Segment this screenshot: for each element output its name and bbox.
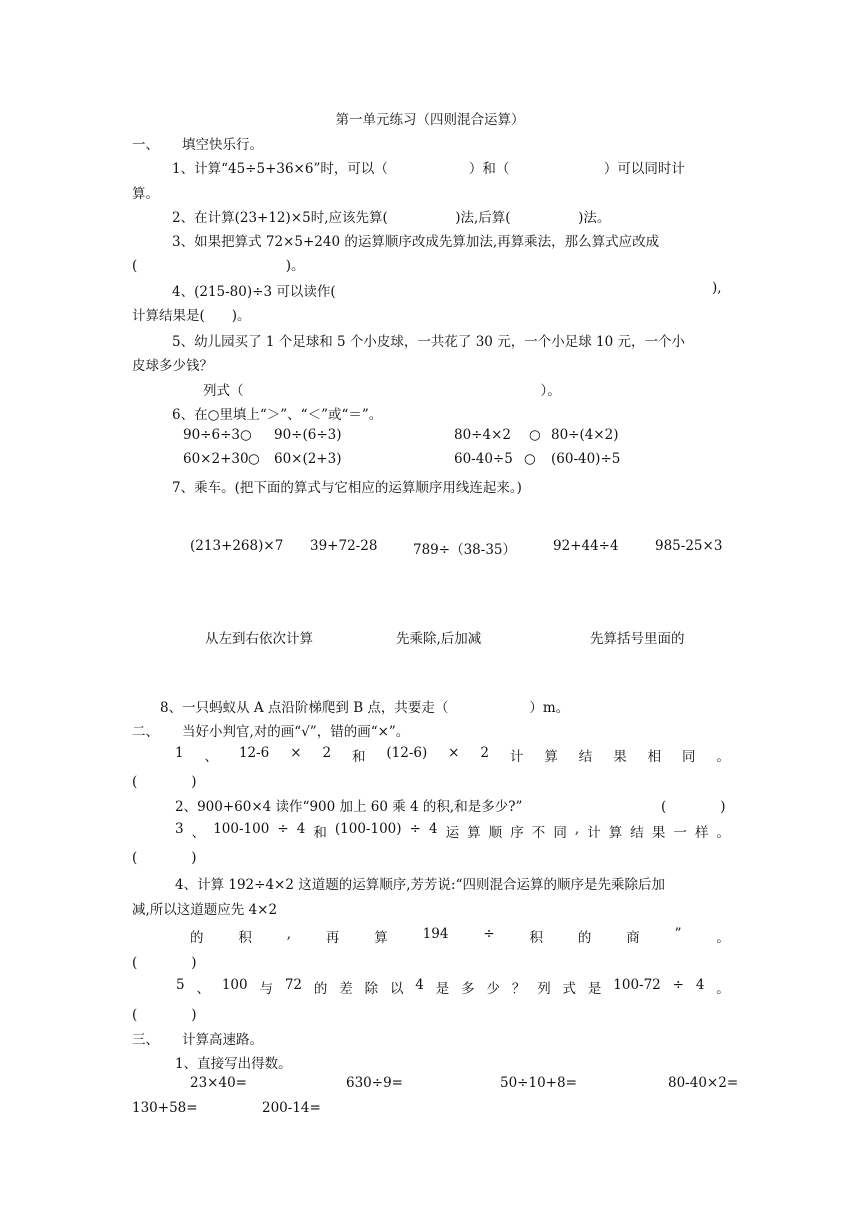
calc-item: 630÷9=: [346, 1075, 403, 1091]
text-token: 顺: [488, 825, 503, 841]
text-token: 相: [647, 749, 662, 765]
compare-2-right: 80÷(4×2): [551, 427, 619, 443]
text-token: 计: [509, 749, 524, 765]
question-1-4-close: ),: [712, 280, 722, 296]
text-token: (12-6): [386, 745, 428, 761]
expression: (213+268)×7: [190, 538, 284, 554]
text-token: ？: [511, 981, 526, 997]
text-token: 结: [578, 749, 593, 765]
text-token: 一: [673, 825, 687, 841]
text-token: 果: [651, 825, 666, 841]
text-token: 的: [190, 930, 204, 946]
text-token: 式: [562, 981, 577, 997]
text-token: 除: [364, 981, 379, 997]
question-1-5-cont: 皮球多少钱？: [132, 358, 213, 374]
order-label: 从左到右依次计算: [205, 631, 313, 647]
calc-item: 200-14=: [262, 1100, 321, 1116]
text-token: 100-72: [613, 977, 661, 993]
answer-paren: ( ): [132, 1007, 197, 1023]
text-token: 2: [322, 745, 332, 761]
question-1-1: 1、计算“45÷5+36×6”时，可以（ ）和（ ）可以同时计: [172, 161, 685, 177]
expression: 39+72-28: [310, 538, 378, 554]
section-1-heading: 填空快乐行。: [182, 137, 263, 153]
compare-3-left: 60×2+30: [183, 451, 249, 467]
text-token: 1: [175, 745, 184, 761]
text-token: 算: [544, 749, 558, 765]
question-1-4-cont: 计算结果是( )。: [132, 308, 251, 324]
text-token: ,: [286, 926, 292, 942]
text-token: 。: [716, 825, 730, 841]
order-label: 先算括号里面的: [590, 631, 685, 647]
text-token: 4: [695, 977, 705, 993]
text-token: ,: [574, 821, 580, 837]
text-token: ”: [674, 926, 682, 942]
text-token: 。: [716, 930, 730, 946]
answer-paren: ( ): [132, 955, 197, 971]
text-token: 和: [351, 749, 366, 765]
question-3-1: 1、直接写出得数。: [175, 1056, 292, 1072]
text-token: 12-6: [238, 745, 270, 761]
question-2-4: 4、计算 192÷4×2 这道题的运算顺序,芳芳说:“四则混合运算的顺序是先乘除后加: [175, 877, 665, 893]
text-token: 不: [531, 825, 546, 841]
calc-item: 130+58=: [132, 1100, 198, 1116]
order-label: 先乘除,后加减: [396, 631, 482, 647]
text-token: 4: [428, 821, 438, 837]
page-title: 第一单元练习（四则混合运算）: [335, 112, 525, 128]
compare-circle: ○: [240, 427, 252, 443]
text-token: 果: [613, 749, 627, 765]
calc-item: 50÷10+8=: [500, 1075, 577, 1091]
text-token: ÷: [672, 977, 684, 993]
compare-3-right: 60×(2+3): [274, 451, 342, 467]
text-token: 。: [716, 981, 730, 997]
text-token: 算: [608, 825, 623, 841]
compare-1-right: 90÷(6÷3): [274, 427, 342, 443]
text-token: 2: [480, 745, 489, 761]
question-1-5-formula: 列式（ ）。: [203, 383, 561, 399]
text-token: ÷: [409, 821, 421, 837]
text-token: 计: [587, 825, 601, 841]
text-token: 是: [587, 981, 602, 997]
text-token: 算: [374, 930, 388, 946]
text-token: 同: [682, 749, 696, 765]
text-token: 结: [630, 825, 644, 841]
text-token: 以: [389, 981, 404, 997]
text-token: 列: [537, 981, 551, 997]
text-token: 和: [313, 825, 327, 841]
text-token: 样: [694, 825, 709, 841]
answer-paren: ( ): [132, 850, 197, 866]
question-1-5: 5、幼儿园买了 1 个足球和 5 个小皮球，一共花了 30 元，一个小足球 10 元，一个小: [172, 334, 685, 350]
compare-4-left: 60-40÷5: [454, 451, 513, 467]
text-token: 同: [553, 825, 567, 841]
section-3-number: 三、: [132, 1032, 159, 1048]
text-token: 、: [196, 981, 210, 997]
text-token: ÷: [483, 926, 495, 942]
expression: 92+44÷4: [553, 538, 619, 554]
question-1-1-cont: 算。: [132, 186, 159, 202]
question-2-4-tail: [190, 926, 730, 946]
section-2-heading: 当好小判官,对的画“√”，错的画“×”。: [182, 724, 410, 740]
question-1-8: 8、一只蚂蚁从 A 点沿阶梯爬到 B 点，共要走（ ）m。: [160, 700, 570, 716]
compare-2-left: 80÷4×2: [454, 427, 511, 443]
text-token: 。: [716, 749, 730, 765]
text-token: ÷: [277, 821, 289, 837]
text-token: 、: [191, 825, 206, 841]
compare-circle: ○: [248, 451, 260, 467]
text-token: ×: [448, 745, 460, 761]
expression: 789÷（38-35）: [413, 542, 516, 558]
calc-item: 23×40=: [190, 1075, 247, 1091]
text-token: 运: [445, 825, 460, 841]
question-1-6: 6、在○里填上“＞”、“＜”或“＝”。: [172, 407, 383, 423]
compare-4-right: (60-40)÷5: [551, 451, 621, 467]
text-token: 商: [626, 930, 640, 946]
text-token: 、: [204, 749, 219, 765]
section-2-number: 二、: [132, 724, 159, 740]
question-1-4: 4、(215-80)÷3 可以读作(: [172, 284, 336, 300]
text-token: 的: [577, 930, 592, 946]
text-token: (100-100): [334, 821, 402, 837]
question-1-3-cont: ( )。: [132, 258, 305, 274]
text-token: 序: [510, 825, 524, 841]
expression: 985-25×3: [655, 538, 723, 554]
text-token: 100: [221, 977, 248, 993]
text-token: 72: [284, 977, 302, 993]
section-1-number: 一、: [132, 137, 159, 153]
text-token: 3: [175, 821, 184, 837]
question-1-7: 7、乘车。(把下面的算式与它相应的运算顺序用线连起来。): [172, 480, 522, 496]
text-token: 积: [238, 930, 252, 946]
section-3-heading: 计算高速路。: [182, 1032, 263, 1048]
answer-paren: ( ): [661, 799, 726, 815]
answer-paren: ( ): [132, 774, 197, 790]
text-token: 积: [529, 930, 544, 946]
question-2-1: [175, 745, 730, 765]
text-token: 算: [467, 825, 481, 841]
compare-circle: ○: [524, 451, 536, 467]
text-token: 4: [415, 977, 424, 993]
compare-1-left: 90÷6÷3: [183, 427, 240, 443]
compare-circle: ○: [529, 427, 541, 443]
text-token: 100-100: [213, 821, 270, 837]
question-1-2: 2、在计算(23+12)×5时,应该先算( )法,后算( )法。: [172, 210, 611, 226]
text-token: ×: [290, 745, 302, 761]
text-token: 再: [325, 930, 340, 946]
text-token: 4: [296, 821, 306, 837]
text-token: 差: [339, 981, 353, 997]
question-2-5: [176, 977, 730, 997]
text-token: 194: [422, 926, 449, 942]
text-token: 少: [486, 981, 500, 997]
text-token: 多: [461, 981, 475, 997]
text-token: 的: [313, 981, 328, 997]
text-token: 5: [176, 977, 185, 993]
question-1-3: 3、如果把算式 72×5+240 的运算顺序改成先算加法,再算乘法，那么算式应改成: [172, 234, 660, 250]
calc-item: 80-40×2=: [668, 1075, 739, 1091]
text-token: 是: [435, 981, 450, 997]
question-2-3: [175, 821, 730, 841]
question-2-4-cont: 减,所以这道题应先 4×2: [132, 902, 278, 918]
text-token: 与: [259, 981, 273, 997]
question-2-2: 2、900+60×4 读作“900 加上 60 乘 4 的积,和是多少?”: [175, 799, 523, 815]
